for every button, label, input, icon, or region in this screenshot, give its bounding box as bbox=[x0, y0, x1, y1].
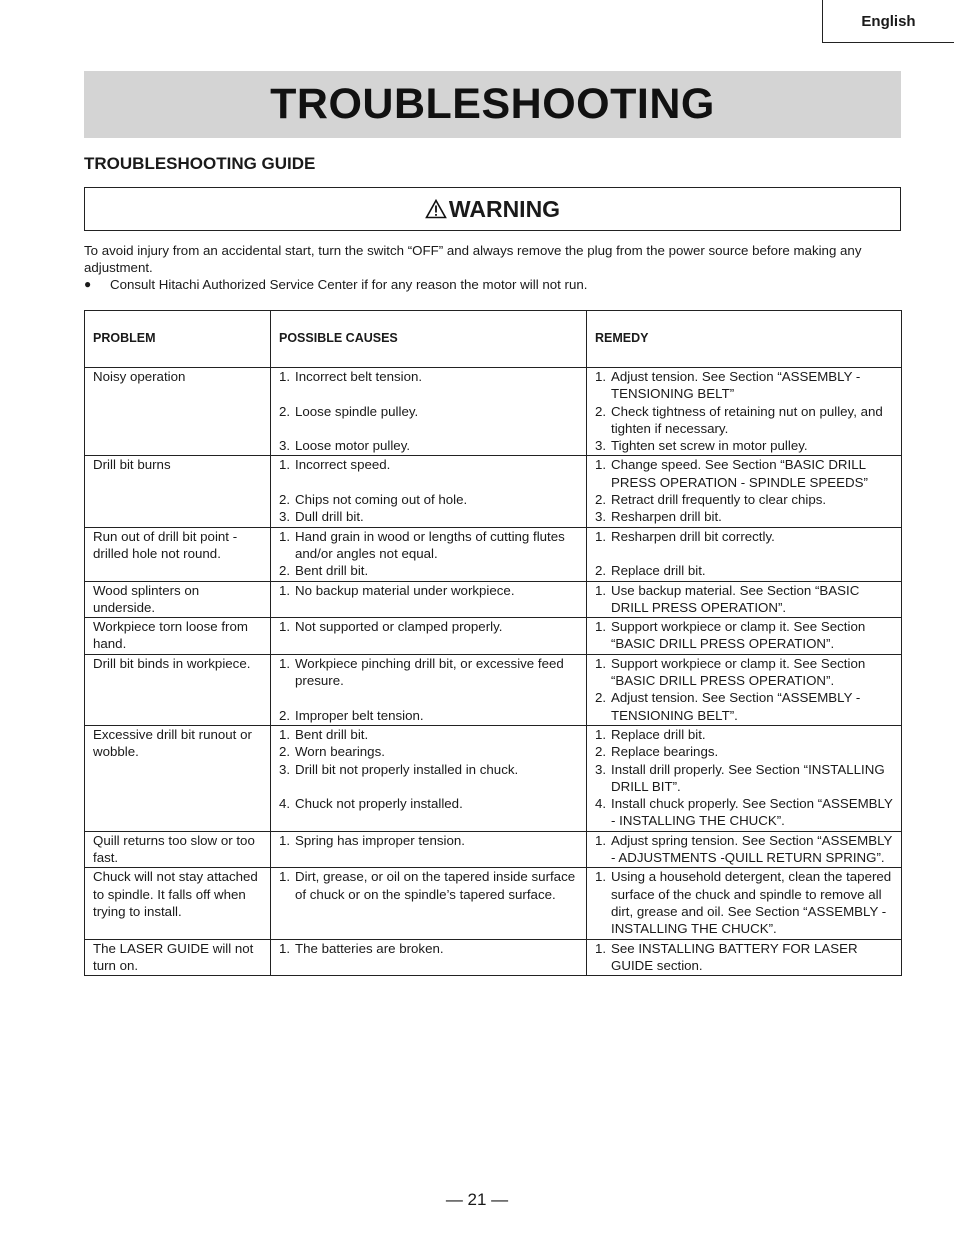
warning-label: WARNING bbox=[448, 195, 561, 222]
intro-bullet-text: Consult Hitachi Authorized Service Center if for any reason the motor will not run. bbox=[110, 277, 588, 292]
cause-number: 2. bbox=[279, 492, 291, 508]
remedy-item bbox=[595, 403, 895, 438]
cause-number: 2. bbox=[279, 744, 291, 760]
remedy-number: 3. bbox=[595, 438, 607, 454]
table-row bbox=[85, 654, 902, 725]
remedy-text: Resharpen drill bit correctly. bbox=[611, 528, 775, 544]
cause-cell bbox=[271, 725, 587, 831]
remedy-cell bbox=[587, 939, 902, 976]
remedy-number: 1. bbox=[595, 369, 607, 384]
remedy-text: Support workpiece or clamp it. See Section “BASIC DRILL PRESS OPERATION”. bbox=[611, 619, 866, 652]
remedy-text: Adjust tension. See Section “ASSEMBLY - TENSIONING BELT” bbox=[611, 369, 861, 402]
problem-cell: Drill bit binds in workpiece. bbox=[85, 654, 271, 725]
cause-text: Incorrect speed. bbox=[295, 457, 391, 473]
remedy-text: See INSTALLING BATTERY FOR LASER GUIDE section. bbox=[611, 940, 858, 973]
cause-item bbox=[279, 940, 580, 957]
remedy-text: Install chuck properly. See Section “ASSEMBLY - INSTALLING THE CHUCK”. bbox=[611, 796, 893, 829]
table-row bbox=[85, 831, 902, 868]
cause-item bbox=[279, 368, 580, 385]
remedy-item bbox=[595, 618, 895, 653]
intro-text bbox=[84, 242, 901, 293]
page-title: TROUBLESHOOTING bbox=[270, 80, 715, 128]
cause-number: 1. bbox=[279, 582, 291, 598]
remedy-number: 1. bbox=[595, 582, 607, 598]
cause-number: 2. bbox=[279, 403, 291, 419]
cause-text: Loose motor pulley. bbox=[295, 438, 411, 454]
table-row bbox=[85, 868, 902, 939]
cause-item bbox=[279, 761, 580, 778]
remedy-item bbox=[595, 940, 895, 975]
remedy-text: Check tightness of retaining nut on pulley, and tighten if necessary. bbox=[611, 403, 883, 436]
remedy-number: 1. bbox=[595, 869, 607, 885]
cause-number: 1. bbox=[279, 457, 291, 473]
remedy-number: 2. bbox=[595, 403, 607, 419]
table-row bbox=[85, 939, 902, 976]
cause-cell bbox=[271, 368, 587, 456]
cause-text: The batteries are broken. bbox=[295, 940, 444, 956]
cause-cell bbox=[271, 581, 587, 618]
table-row bbox=[85, 725, 902, 831]
cause-text: Dull drill bit. bbox=[295, 509, 364, 525]
remedy-number: 1. bbox=[595, 619, 607, 635]
remedy-cell bbox=[587, 456, 902, 527]
header-problem: PROBLEM bbox=[85, 311, 271, 368]
remedy-cell bbox=[587, 831, 902, 868]
remedy-cell bbox=[587, 527, 902, 581]
cause-number: 1. bbox=[279, 655, 291, 671]
cause-number: 3. bbox=[279, 761, 291, 777]
cause-item bbox=[279, 582, 580, 599]
remedy-item bbox=[595, 795, 895, 830]
remedy-item bbox=[595, 528, 895, 545]
table-row bbox=[85, 368, 902, 456]
remedy-item bbox=[595, 761, 895, 796]
header-remedy: REMEDY bbox=[587, 311, 902, 368]
cause-item bbox=[279, 726, 580, 743]
cause-item bbox=[279, 491, 580, 508]
cause-number: 2. bbox=[279, 563, 291, 579]
problem-cell: Drill bit burns bbox=[85, 456, 271, 527]
remedy-text: Install drill properly. See Section “INSTALLING DRILL BIT”. bbox=[611, 761, 885, 794]
remedy-cell bbox=[587, 368, 902, 456]
cause-text: No backup material under workpiece. bbox=[295, 582, 515, 598]
cause-text: Chips not coming out of hole. bbox=[295, 492, 468, 508]
remedy-text: Replace bearings. bbox=[611, 744, 719, 760]
remedy-item bbox=[595, 655, 895, 690]
remedy-item bbox=[595, 868, 895, 937]
cause-text: Bent drill bit. bbox=[295, 563, 369, 579]
cause-text: Not supported or clamped properly. bbox=[295, 619, 503, 635]
cause-item bbox=[279, 456, 580, 473]
cause-item bbox=[279, 562, 580, 579]
remedy-text: Replace drill bit. bbox=[611, 563, 706, 579]
cause-number: 4. bbox=[279, 796, 291, 812]
header-possible-causes: POSSIBLE CAUSES bbox=[271, 311, 587, 368]
cause-number: 1. bbox=[279, 528, 291, 544]
cause-cell bbox=[271, 868, 587, 939]
language-tab: English bbox=[822, 0, 954, 43]
problem-cell: The LASER GUIDE will not turn on. bbox=[85, 939, 271, 976]
remedy-number: 1. bbox=[595, 832, 607, 848]
cause-item bbox=[279, 618, 580, 635]
cause-item bbox=[279, 795, 580, 812]
title-band bbox=[84, 71, 901, 138]
cause-item bbox=[279, 403, 580, 420]
cause-cell bbox=[271, 456, 587, 527]
cause-text: Worn bearings. bbox=[295, 744, 385, 760]
intro-bullet bbox=[84, 276, 901, 293]
remedy-text: Change speed. See Section “BASIC DRILL PRESS OPERATION - SPINDLE SPEEDS” bbox=[611, 457, 868, 490]
cause-number: 1. bbox=[279, 832, 291, 848]
cause-text: Incorrect belt tension. bbox=[295, 369, 423, 384]
bullet-icon: ● bbox=[84, 277, 92, 291]
remedy-number: 1. bbox=[595, 528, 607, 544]
remedy-text: Resharpen drill bit. bbox=[611, 509, 722, 525]
remedy-number: 3. bbox=[595, 509, 607, 525]
cause-number: 1. bbox=[279, 369, 291, 384]
problem-cell: Excessive drill bit runout or wobble. bbox=[85, 725, 271, 831]
cause-number: 3. bbox=[279, 509, 291, 525]
remedy-number: 2. bbox=[595, 744, 607, 760]
cause-number: 2. bbox=[279, 707, 291, 723]
cause-item bbox=[279, 743, 580, 760]
remedy-text: Tighten set screw in motor pulley. bbox=[611, 438, 808, 454]
table-header-row bbox=[85, 311, 902, 368]
cause-item bbox=[279, 655, 580, 690]
problem-cell: Wood splinters on underside. bbox=[85, 581, 271, 618]
remedy-number: 1. bbox=[595, 457, 607, 473]
remedy-item bbox=[595, 689, 895, 724]
remedy-item bbox=[595, 743, 895, 760]
cause-text: Dirt, grease, or oil on the tapered inside surface of chuck or on the spindle’s tapered surface. bbox=[295, 869, 576, 902]
remedy-cell bbox=[587, 725, 902, 831]
remedy-text: Adjust tension. See Section “ASSEMBLY - TENSIONING BELT”. bbox=[611, 690, 861, 723]
remedy-item bbox=[595, 368, 895, 403]
table-row bbox=[85, 527, 902, 581]
cause-cell bbox=[271, 831, 587, 868]
remedy-text: Adjust spring tension. See Section “ASSEMBLY - ADJUSTMENTS -QUILL RETURN SPRING”. bbox=[611, 832, 893, 866]
cause-item bbox=[279, 508, 580, 525]
cause-text: Workpiece pinching drill bit, or excessive feed presure. bbox=[295, 655, 564, 689]
problem-cell: Workpiece torn loose from hand. bbox=[85, 618, 271, 655]
remedy-number: 2. bbox=[595, 492, 607, 508]
intro-paragraph: To avoid injury from an accidental start, turn the switch “OFF” and always remove the plug from the power source before making any adjustment. bbox=[84, 243, 862, 275]
page-number: — 21 — bbox=[445, 1190, 509, 1209]
troubleshooting-table bbox=[84, 310, 902, 976]
cause-item bbox=[279, 832, 580, 849]
cause-item bbox=[279, 707, 580, 724]
cause-cell bbox=[271, 939, 587, 976]
cause-text: Improper belt tension. bbox=[295, 707, 424, 723]
problem-cell: Run out of drill bit point - drilled hole not round. bbox=[85, 527, 271, 581]
cause-number: 3. bbox=[279, 438, 291, 454]
remedy-number: 2. bbox=[595, 690, 607, 706]
cause-text: Chuck not properly installed. bbox=[295, 796, 463, 812]
table-body bbox=[85, 368, 902, 976]
cause-cell bbox=[271, 618, 587, 655]
cause-text: Drill bit not properly installed in chuck. bbox=[295, 761, 519, 777]
table-row bbox=[85, 581, 902, 618]
cause-number: 1. bbox=[279, 940, 291, 956]
remedy-item bbox=[595, 726, 895, 743]
remedy-cell bbox=[587, 868, 902, 939]
remedy-number: 2. bbox=[595, 563, 607, 579]
problem-cell: Noisy operation bbox=[85, 368, 271, 456]
cause-number: 1. bbox=[279, 619, 291, 635]
remedy-text: Retract drill frequently to clear chips. bbox=[611, 492, 827, 508]
remedy-item bbox=[595, 456, 895, 491]
cause-item bbox=[279, 437, 580, 454]
remedy-text: Support workpiece or clamp it. See Section “BASIC DRILL PRESS OPERATION”. bbox=[611, 655, 866, 689]
remedy-cell bbox=[587, 654, 902, 725]
remedy-number: 1. bbox=[595, 726, 607, 742]
cause-text: Bent drill bit. bbox=[295, 726, 369, 742]
cause-text: Spring has improper tension. bbox=[295, 832, 465, 848]
problem-cell: Quill returns too slow or too fast. bbox=[85, 831, 271, 868]
cause-number: 1. bbox=[279, 726, 291, 742]
cause-item bbox=[279, 868, 580, 903]
cause-cell bbox=[271, 527, 587, 581]
remedy-item bbox=[595, 437, 895, 454]
remedy-item bbox=[595, 582, 895, 617]
section-title: TROUBLESHOOTING GUIDE bbox=[84, 154, 316, 173]
warning-box bbox=[84, 187, 901, 231]
remedy-text: Use backup material. See Section “BASIC DRILL PRESS OPERATION”. bbox=[611, 582, 860, 615]
remedy-item bbox=[595, 508, 895, 525]
remedy-cell bbox=[587, 618, 902, 655]
remedy-text: Replace drill bit. bbox=[611, 726, 706, 742]
remedy-item bbox=[595, 832, 895, 867]
remedy-item bbox=[595, 491, 895, 508]
remedy-number: 1. bbox=[595, 940, 607, 956]
remedy-cell bbox=[587, 581, 902, 618]
remedy-number: 1. bbox=[595, 655, 607, 671]
cause-cell bbox=[271, 654, 587, 725]
table-row bbox=[85, 456, 902, 527]
remedy-text: Using a household detergent, clean the tapered surface of the chuck and spindle to remove all dirt, grease and oil. See Section “ASSEMBLY - INSTALLING THE CHUCK”. bbox=[611, 869, 892, 937]
cause-text: Loose spindle pulley. bbox=[295, 403, 419, 419]
remedy-number: 3. bbox=[595, 761, 607, 777]
table-row bbox=[85, 618, 902, 655]
cause-text: Hand grain in wood or lengths of cutting flutes and/or angles not equal. bbox=[295, 528, 565, 561]
warning-triangle-icon bbox=[425, 199, 447, 219]
remedy-item bbox=[595, 562, 895, 579]
cause-number: 1. bbox=[279, 869, 291, 885]
remedy-number: 4. bbox=[595, 796, 607, 812]
cause-item bbox=[279, 528, 580, 563]
problem-cell: Chuck will not stay attached to spindle. It falls off when trying to install. bbox=[85, 868, 271, 939]
